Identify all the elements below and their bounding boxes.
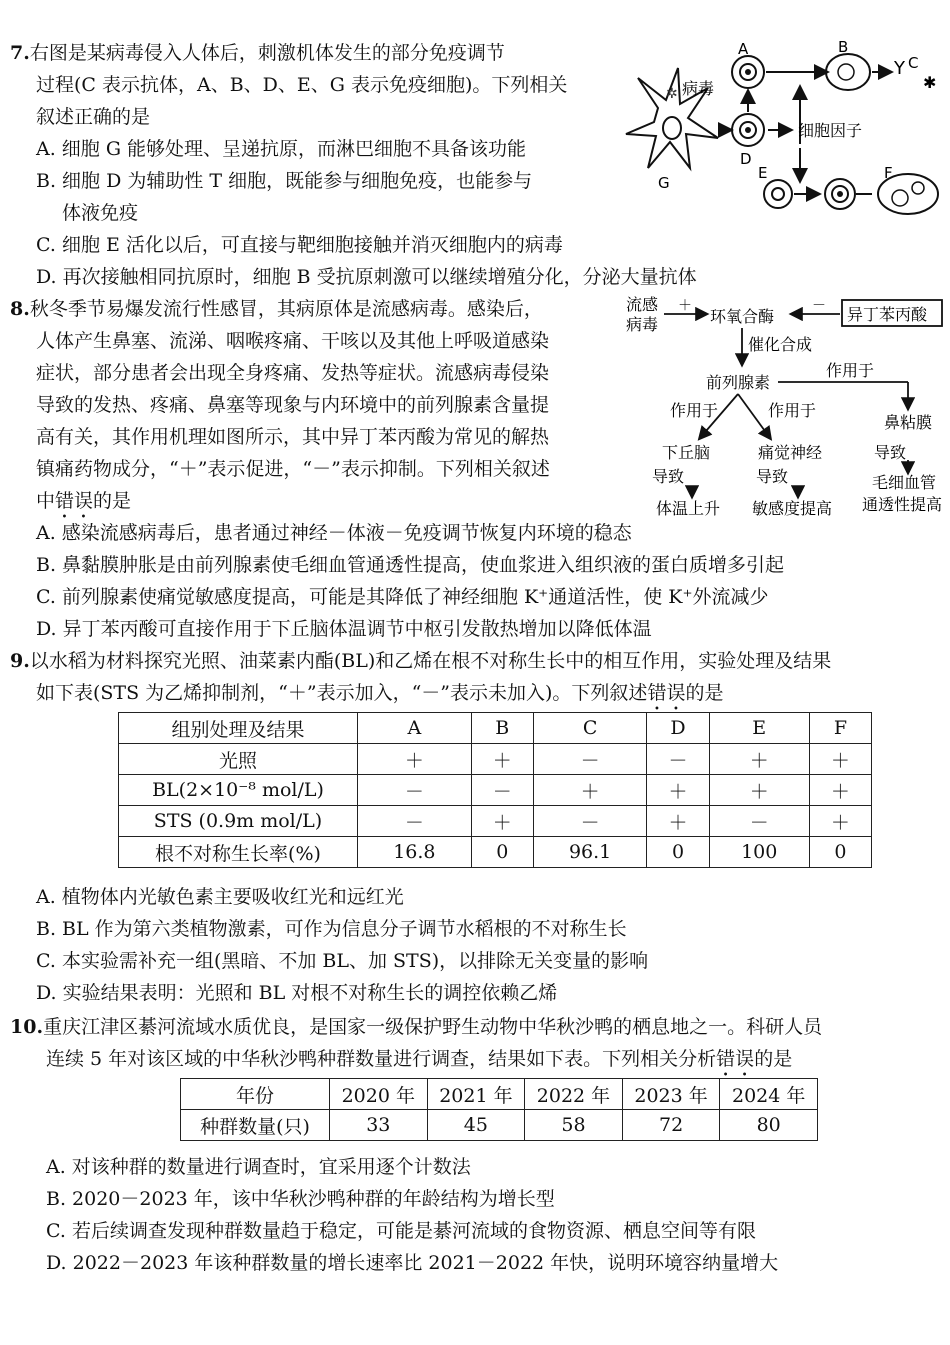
q10-text1: 重庆江津区綦河流域水质优良，是国家一级保护野生动物中华秋沙鸭的栖息地之一。科研人员 [43,1016,823,1038]
label-cytokine: 细胞因子 [798,121,863,140]
table-cell: 96.1 [533,837,647,868]
table-cell: 光照 [119,744,358,775]
q10-line2 [46,1044,792,1081]
table-cell: 58 [525,1110,623,1141]
q7-option-c[interactable]: C. 细胞 E 活化以后，可直接与靶细胞接触并消灭细胞内的病毒 [36,234,563,256]
label-f: F [884,164,893,182]
table-cell: STS (0.9m mol/L) [119,806,358,837]
table-cell: B [471,713,533,744]
table-cell: － [709,806,809,837]
label-e: E [758,164,768,182]
q10-table [180,1078,818,1141]
table-cell: － [358,806,472,837]
label-flu-2: 病毒 [626,315,659,334]
q9-table [118,712,872,868]
label-pain-nerve: 痛觉神经 [758,443,823,462]
table-cell: 0 [647,837,709,868]
q7-option-b-line2[interactable]: 体液免疫 [62,202,139,224]
table-cell: 年份 [181,1079,330,1110]
label-enzyme: 环氧合酶 [710,307,775,326]
table-cell: 33 [330,1110,428,1141]
q10-emphasis: 错误 [716,1048,755,1070]
table-cell: ＋ [533,775,647,806]
table-row [119,775,872,806]
q8-text1: 秋冬季节易爆发流行性感冒，其病原体是流感病毒。感染后， [29,298,543,320]
table-cell: 2022 年 [525,1079,623,1110]
q8-emphasis: 错误 [55,490,94,512]
table-cell: 0 [471,837,533,868]
label-flu-1: 流感 [626,295,659,314]
q8-option-d[interactable]: D. 异丁苯丙酸可直接作用于下丘脑体温调节中枢引发散热增加以降低体温 [36,618,652,640]
cell-d-icon [732,114,764,146]
table-row [181,1110,818,1141]
table-cell: ＋ [471,806,533,837]
q7-stem-line1 [10,38,505,68]
q8-line2: 人体产生鼻塞、流涕、咽喉疼痛、干咳以及其他上呼吸道感染 [36,330,550,352]
q9-option-d[interactable]: D. 实验结果表明：光照和 BL 对根不对称生长的调控依赖乙烯 [36,982,558,1004]
q9-number: 9. [10,650,30,672]
table-row [119,806,872,837]
cell-b-icon [826,54,870,90]
q7-option-a[interactable]: A. 细胞 G 能够处理、呈递抗原，而淋巴细胞不具备该功能 [36,138,527,160]
table-row [119,744,872,775]
q9-option-a[interactable]: A. 植物体内光敏色素主要吸收红光和远红光 [36,886,404,908]
q8-number: 8. [10,298,30,320]
q10-option-c[interactable]: C. 若后续调查发现种群数量趋于稳定，可能是綦河流域的食物资源、栖息空间等有限 [46,1220,756,1242]
table-cell: 2020 年 [330,1079,428,1110]
label-fever: 体温上升 [656,499,721,518]
q9-emphasis: 错误 [647,682,686,704]
q8-option-c[interactable]: C. 前列腺素使痛觉敏感度提高，可能是其降低了神经细胞 K⁺通道活性，使 K⁺外流减少 [36,586,769,608]
q9-option-c[interactable]: C. 本实验需补充一组(黑暗、不加 BL、加 STS)，以排除无关变量的影响 [36,950,649,972]
label-c: C [908,54,919,72]
cell-a-icon [732,56,764,88]
q8-line1 [10,294,543,324]
table-cell: ＋ [809,775,871,806]
label-drug: 异丁苯丙酸 [847,305,928,324]
table-cell: 72 [622,1110,720,1141]
q10-number: 10. [10,1016,44,1038]
q8-line3: 症状，部分患者会出现全身疼痛、发热等症状。流感病毒侵染 [36,362,550,384]
table-cell: BL(2×10⁻⁸ mol/L) [119,775,358,806]
label-cause-mid: 导致 [756,467,789,486]
table-cell: 100 [709,837,809,868]
q7-stem-line2: 过程(C 表示抗体，A、B、D、E、G 表示免疫细胞)。下列相关 [36,74,568,96]
q9-line2 [36,678,723,715]
label-nasal: 鼻粘膜 [884,413,933,432]
table-cell: ＋ [471,744,533,775]
table-cell: － [533,806,647,837]
table-cell: A [358,713,472,744]
q9-text1: 以水稻为材料探究光照、油菜素内酯(BL)和乙烯在根不对称生长中的相互作用，实验处理及结果 [29,650,832,672]
q10-text2-post: 的是 [754,1048,793,1070]
label-act-on-left: 作用于 [670,401,719,420]
cell-f-target-icon [878,174,938,214]
label-plus: ＋ [678,298,692,314]
table-cell: ＋ [358,744,472,775]
label-cause-left: 导致 [652,467,685,486]
q8-option-a[interactable]: A. 感染流感病毒后，患者通过神经－体液－免疫调节恢复内环境的稳态 [36,522,632,544]
q7-immune-diagram [618,38,948,218]
table-cell: 45 [427,1110,525,1141]
table-cell: ＋ [647,806,709,837]
label-d: D [740,150,752,168]
table-cell: C [533,713,647,744]
table-cell: 2021 年 [427,1079,525,1110]
q7-number: 7. [10,42,30,64]
table-cell: 组别处理及结果 [119,713,358,744]
label-act-on-right: 作用于 [826,361,875,380]
antibody-icon: Y [894,58,905,79]
label-pg: 前列腺素 [706,373,771,392]
q7-option-b-line1[interactable]: B. 细胞 D 为辅助性 T 细胞，既能参与细胞免疫，也能参与 [36,170,533,192]
label-sensitivity: 敏感度提高 [752,499,833,518]
q10-line1 [10,1012,822,1042]
label-g: G [658,174,670,192]
table-cell: 0 [809,837,871,868]
label-hypothalamus: 下丘脑 [662,443,711,462]
q9-text2-pre: 如下表(STS 为乙烯抑制剂，“＋”表示加入，“－”表示未加入)。下列叙述 [36,682,648,704]
label-capillary: 毛细血管 [872,473,937,492]
table-row [119,837,872,868]
table-header-row [119,713,872,744]
table-cell: 种群数量(只) [181,1110,330,1141]
table-cell: ＋ [709,775,809,806]
table-cell: D [647,713,709,744]
q7-option-d[interactable]: D. 再次接触相同抗原时，细胞 B 受抗原刺激可以继续增殖分化，分泌大量抗体 [36,266,697,288]
antigen-cluster-icon: ✱ [923,73,937,92]
q9-text2-post: 的是 [685,682,724,704]
table-cell: 根不对称生长率(%) [119,837,358,868]
table-cell: 80 [720,1110,818,1141]
q9-line1 [10,646,831,676]
virus-icon: ✲ [666,86,678,102]
q10-option-a[interactable]: A. 对该种群的数量进行调查时，宜采用逐个计数法 [46,1156,471,1178]
q7-stem-line3: 叙述正确的是 [36,106,151,128]
q8-line5: 高有关，其作用机理如图所示，其中异丁苯丙酸为常见的解热 [36,426,550,448]
table-cell: F [809,713,871,744]
table-cell: E [709,713,809,744]
table-cell: － [533,744,647,775]
q8-option-b[interactable]: B. 鼻黏膜肿胀是由前列腺素使毛细血管通透性提高，使血浆进入组织液的蛋白质增多引起 [36,554,785,576]
table-cell: ＋ [709,744,809,775]
table-cell: － [471,775,533,806]
q10-option-d[interactable]: D. 2022－2023 年该种群数量的增长速率比 2021－2022 年快，说明环境容纳量增大 [46,1252,779,1274]
table-cell: － [647,744,709,775]
q8-mechanism-diagram [622,292,948,520]
table-cell: ＋ [647,775,709,806]
q8-line4: 导致的发热、疼痛、鼻塞等现象与内环境中的前列腺素含量提 [36,394,550,416]
label-minus: － [812,298,826,314]
cell-e-icon [764,180,792,208]
table-cell: ＋ [809,744,871,775]
q8-text7-post: 的是 [93,490,132,512]
table-cell: 2023 年 [622,1079,720,1110]
table-cell: 2024 年 [720,1079,818,1110]
table-cell: － [358,775,472,806]
label-permeability: 通透性提高 [862,495,943,514]
q8-line6: 镇痛药物成分，“＋”表示促进，“－”表示抑制。下列相关叙述 [36,458,550,480]
q8-text7-pre: 中 [36,490,56,512]
table-cell: 16.8 [358,837,472,868]
label-virus: 病毒 [682,79,715,98]
q10-text2-pre: 连续 5 年对该区域的中华秋沙鸭种群数量进行调查，结果如下表。下列相关分析 [46,1048,717,1070]
label-catalyze: 催化合成 [748,335,813,354]
cell-activated-e-icon [825,179,855,209]
label-act-on-mid: 作用于 [768,401,817,420]
table-header-row [181,1079,818,1110]
q9-option-b[interactable]: B. BL 作为第六类植物激素，可作为信息分子调节水稻根的不对称生长 [36,918,627,940]
q10-option-b[interactable]: B. 2020－2023 年，该中华秋沙鸭种群的年龄结构为增长型 [46,1188,555,1210]
label-a: A [738,40,749,58]
label-cause-right: 导致 [874,443,907,462]
table-cell: ＋ [809,806,871,837]
q7-stem-text1: 右图是某病毒侵入人体后，刺激机体发生的部分免疫调节 [29,42,505,64]
label-b: B [838,38,849,56]
